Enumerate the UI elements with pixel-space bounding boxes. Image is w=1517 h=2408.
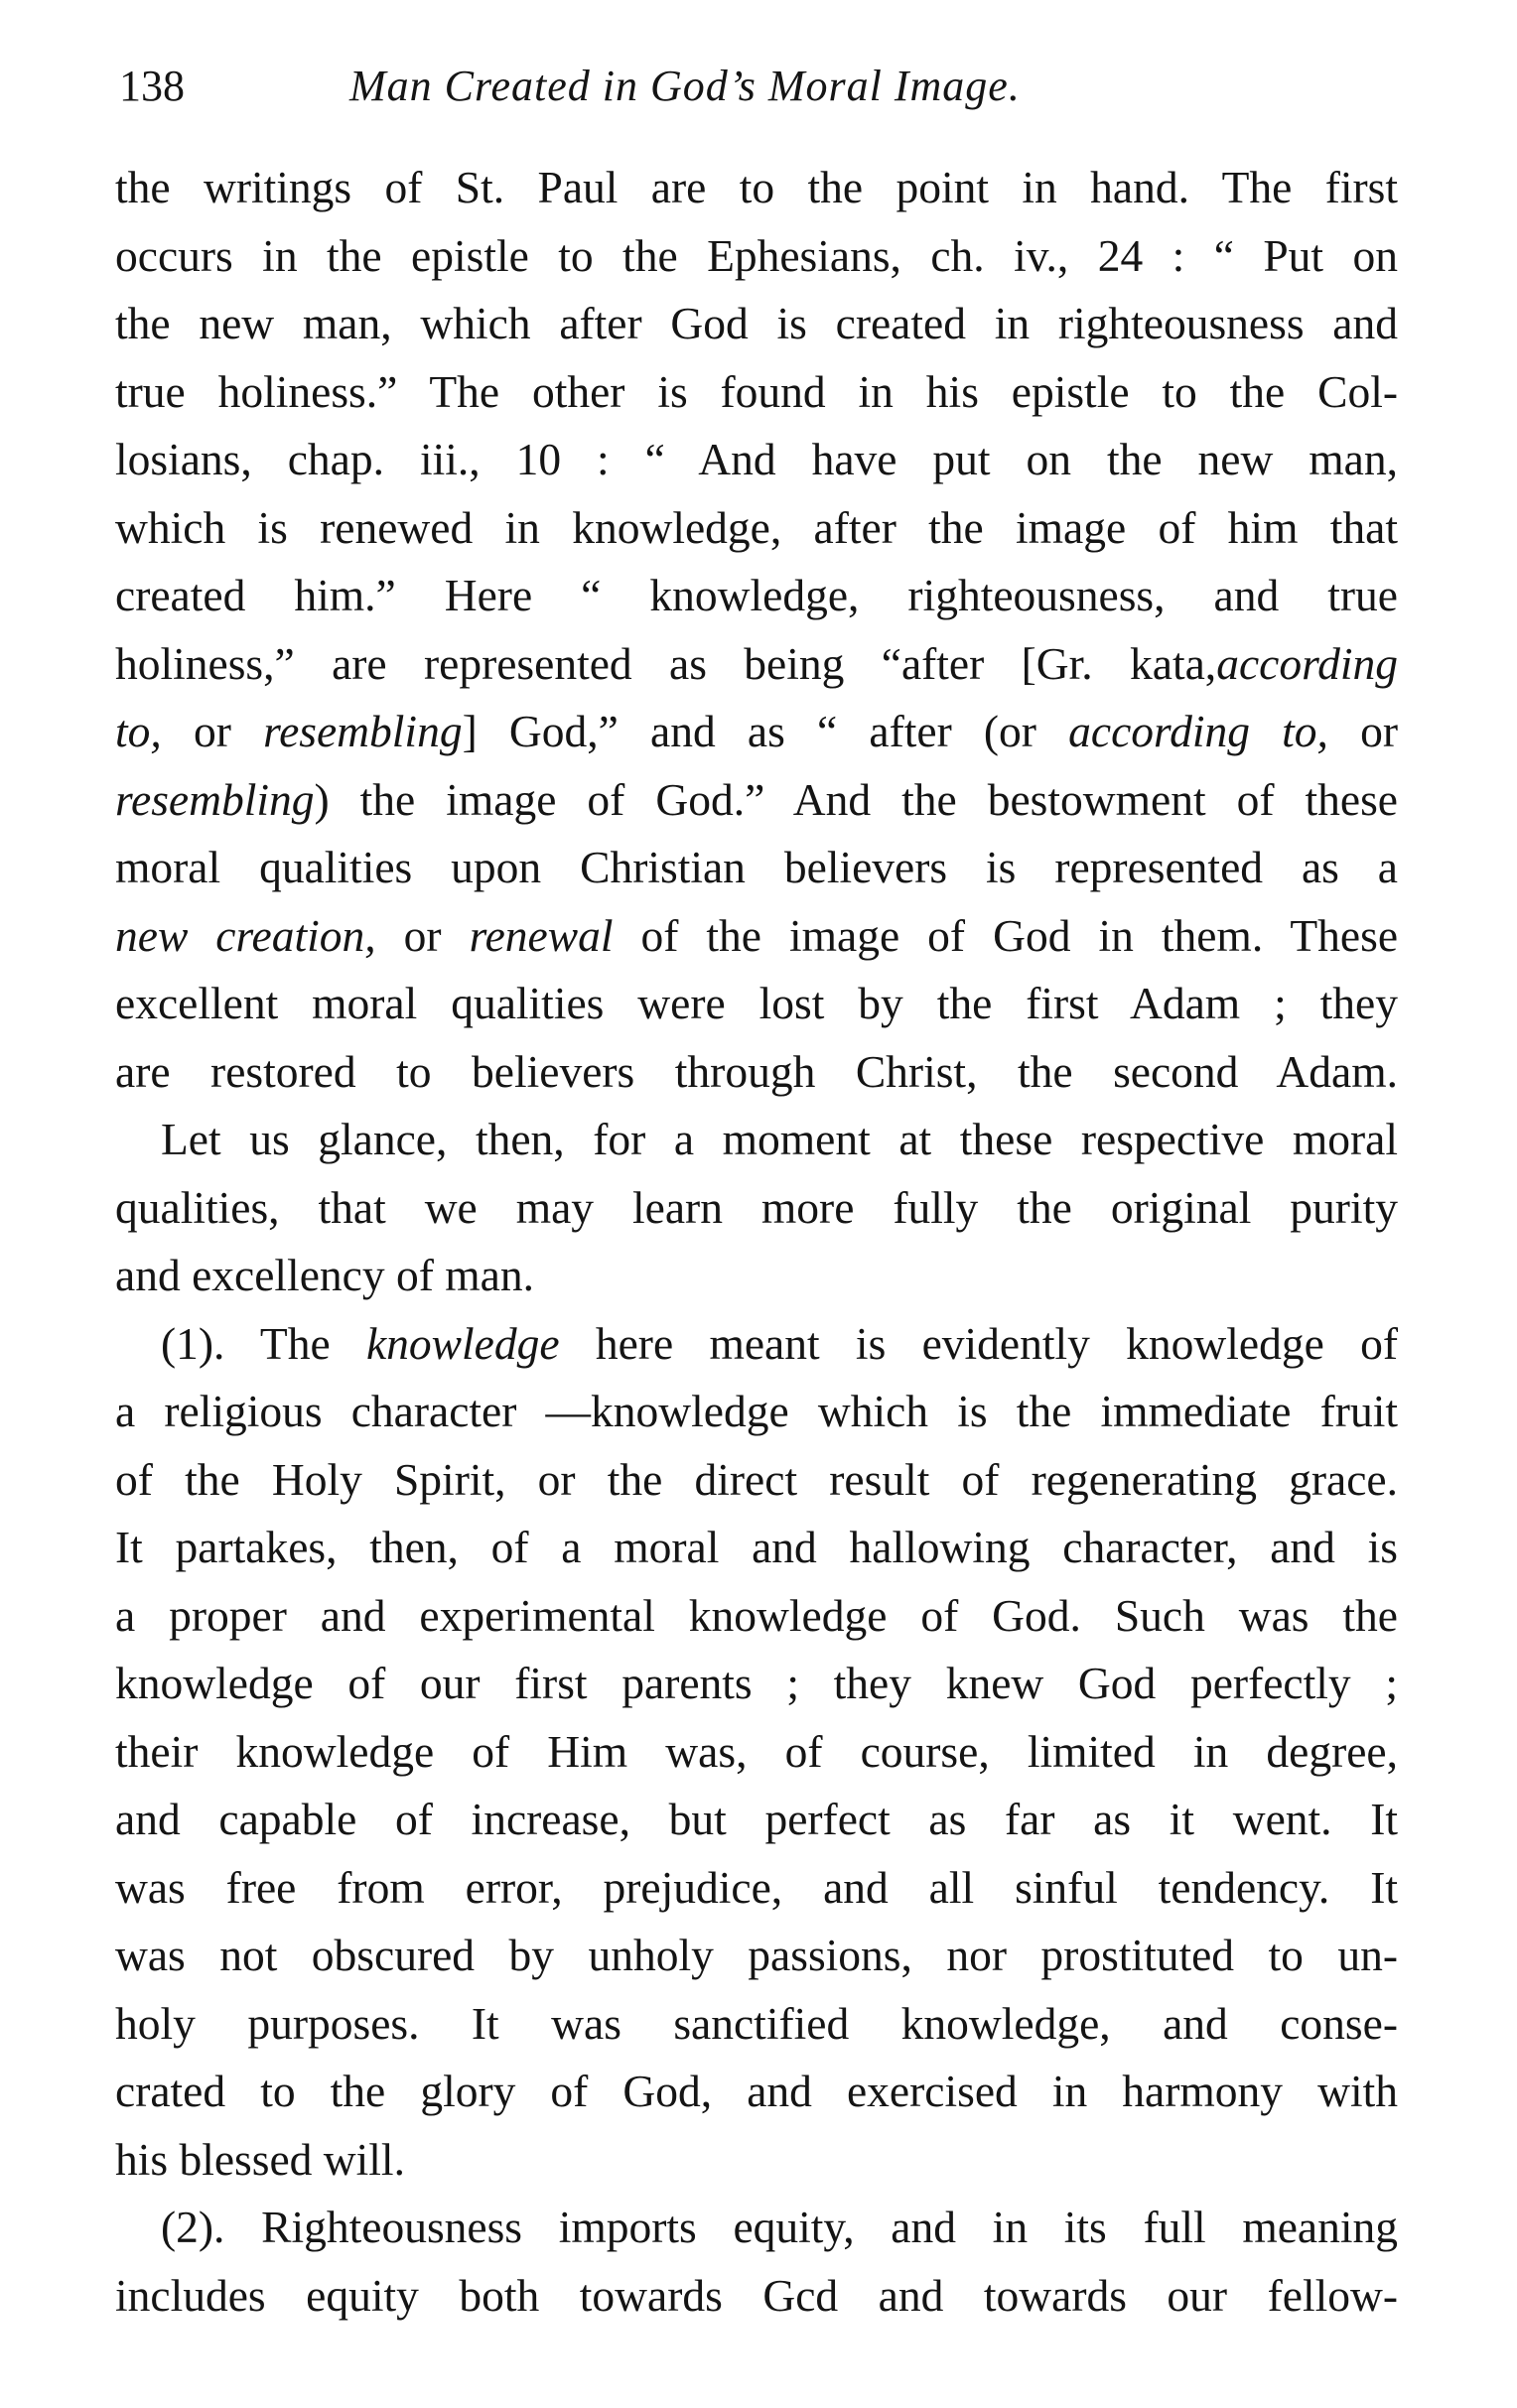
- text-segment: holiness,” are represented as being “after [Gr. kata,: [115, 637, 1217, 689]
- text-line: true holiness.” The other is found in his epistle to the Col-: [115, 365, 1398, 417]
- text-line: crated to the glory of God, and exercised in harmony with: [115, 2066, 1398, 2116]
- text-line: [115, 766, 1398, 835]
- text-segment: here meant is evidently knowledge of: [595, 1317, 1399, 1369]
- text-line: created him.” Here “ knowledge, righteousness, and true: [115, 570, 1398, 620]
- text-line: moral qualities upon Christian believers is represented as a: [115, 842, 1398, 892]
- text-line: a religious character —knowledge which is the immediate fruit: [115, 1386, 1398, 1436]
- text-line: the writings of St. Paul are to the point in hand. The first: [115, 162, 1398, 212]
- text-line: are restored to believers through Christ, the second Adam.: [115, 1045, 1398, 1097]
- italic-segment: to,: [115, 706, 162, 756]
- text-segment: or: [1360, 706, 1399, 756]
- text-segment: (1). The: [161, 1317, 331, 1369]
- text-line: and capable of increase, but perfect as far as it went. It: [115, 1794, 1398, 1844]
- italic-segment: new creation,: [115, 909, 376, 961]
- text-line: of the Holy Spirit, or the direct result of regenerating grace.: [115, 1453, 1398, 1505]
- text-line: the new man, which after God is created in righteousness and: [115, 298, 1398, 348]
- text-line: occurs in the epistle to the Ephesians, ch. iv., 24 : “ Put on: [115, 229, 1398, 281]
- text-segment: ] God,” and as “ after (or: [462, 706, 1036, 756]
- text-line: excellent moral qualities were lost by the first Adam ; they: [115, 978, 1398, 1028]
- text-segment: ) the image of God.” And the bestowment of these: [314, 773, 1398, 825]
- italic-segment: resembling: [115, 773, 315, 825]
- italic-segment: according to,: [1068, 706, 1328, 756]
- text-line: was free from error, prejudice, and all sinful tendency. It: [115, 1861, 1398, 1913]
- text-line: qualities, that we may learn more fully the original purity: [115, 1181, 1398, 1233]
- body-text: [115, 154, 1398, 2330]
- text-segment: or: [193, 706, 231, 756]
- text-line: their knowledge of Him was, of course, limited in degree,: [115, 1725, 1398, 1777]
- text-line: [115, 902, 1398, 971]
- text-line: was not obscured by unholy passions, nor prostituted to un-: [115, 1930, 1398, 1980]
- text-line: holy purposes. It was sanctified knowledge, and conse-: [115, 1997, 1398, 2049]
- text-line: a proper and experimental knowledge of God. Such was the: [115, 1589, 1398, 1641]
- italic-segment: knowledge: [365, 1317, 560, 1369]
- text-line: includes equity both towards Gcd and towards our fellow-: [115, 2269, 1398, 2321]
- text-line: (2). Righteousness imports equity, and in its full meaning: [161, 2202, 1398, 2252]
- text-line: and excellency of man.: [115, 1250, 534, 1300]
- text-line: losians, chap. iii., 10 : “ And have put on the new man,: [115, 434, 1398, 484]
- text-line: knowledge of our first parents ; they knew God perfectly ;: [115, 1658, 1398, 1708]
- text-line: Let us glance, then, for a moment at these respective moral: [161, 1114, 1398, 1164]
- text-line: which is renewed in knowledge, after the image of him that: [115, 501, 1398, 553]
- page-header: [119, 52, 1410, 121]
- text-segment: or: [403, 909, 442, 961]
- text-line: [115, 630, 1398, 699]
- text-line: his blessed will.: [115, 2133, 405, 2185]
- italic-segment: according: [1216, 637, 1398, 689]
- text-line: [115, 698, 1398, 766]
- italic-segment: renewal: [469, 909, 614, 961]
- page-number: 138: [119, 62, 185, 110]
- text-line: [115, 1310, 1398, 1379]
- italic-segment: resembling: [263, 706, 463, 756]
- text-line: It partakes, then, of a moral and hallowing character, and is: [115, 1522, 1398, 1572]
- running-title: Man Created in God’s Moral Image.: [349, 62, 1021, 110]
- text-segment: of the image of God in them. These: [640, 909, 1399, 961]
